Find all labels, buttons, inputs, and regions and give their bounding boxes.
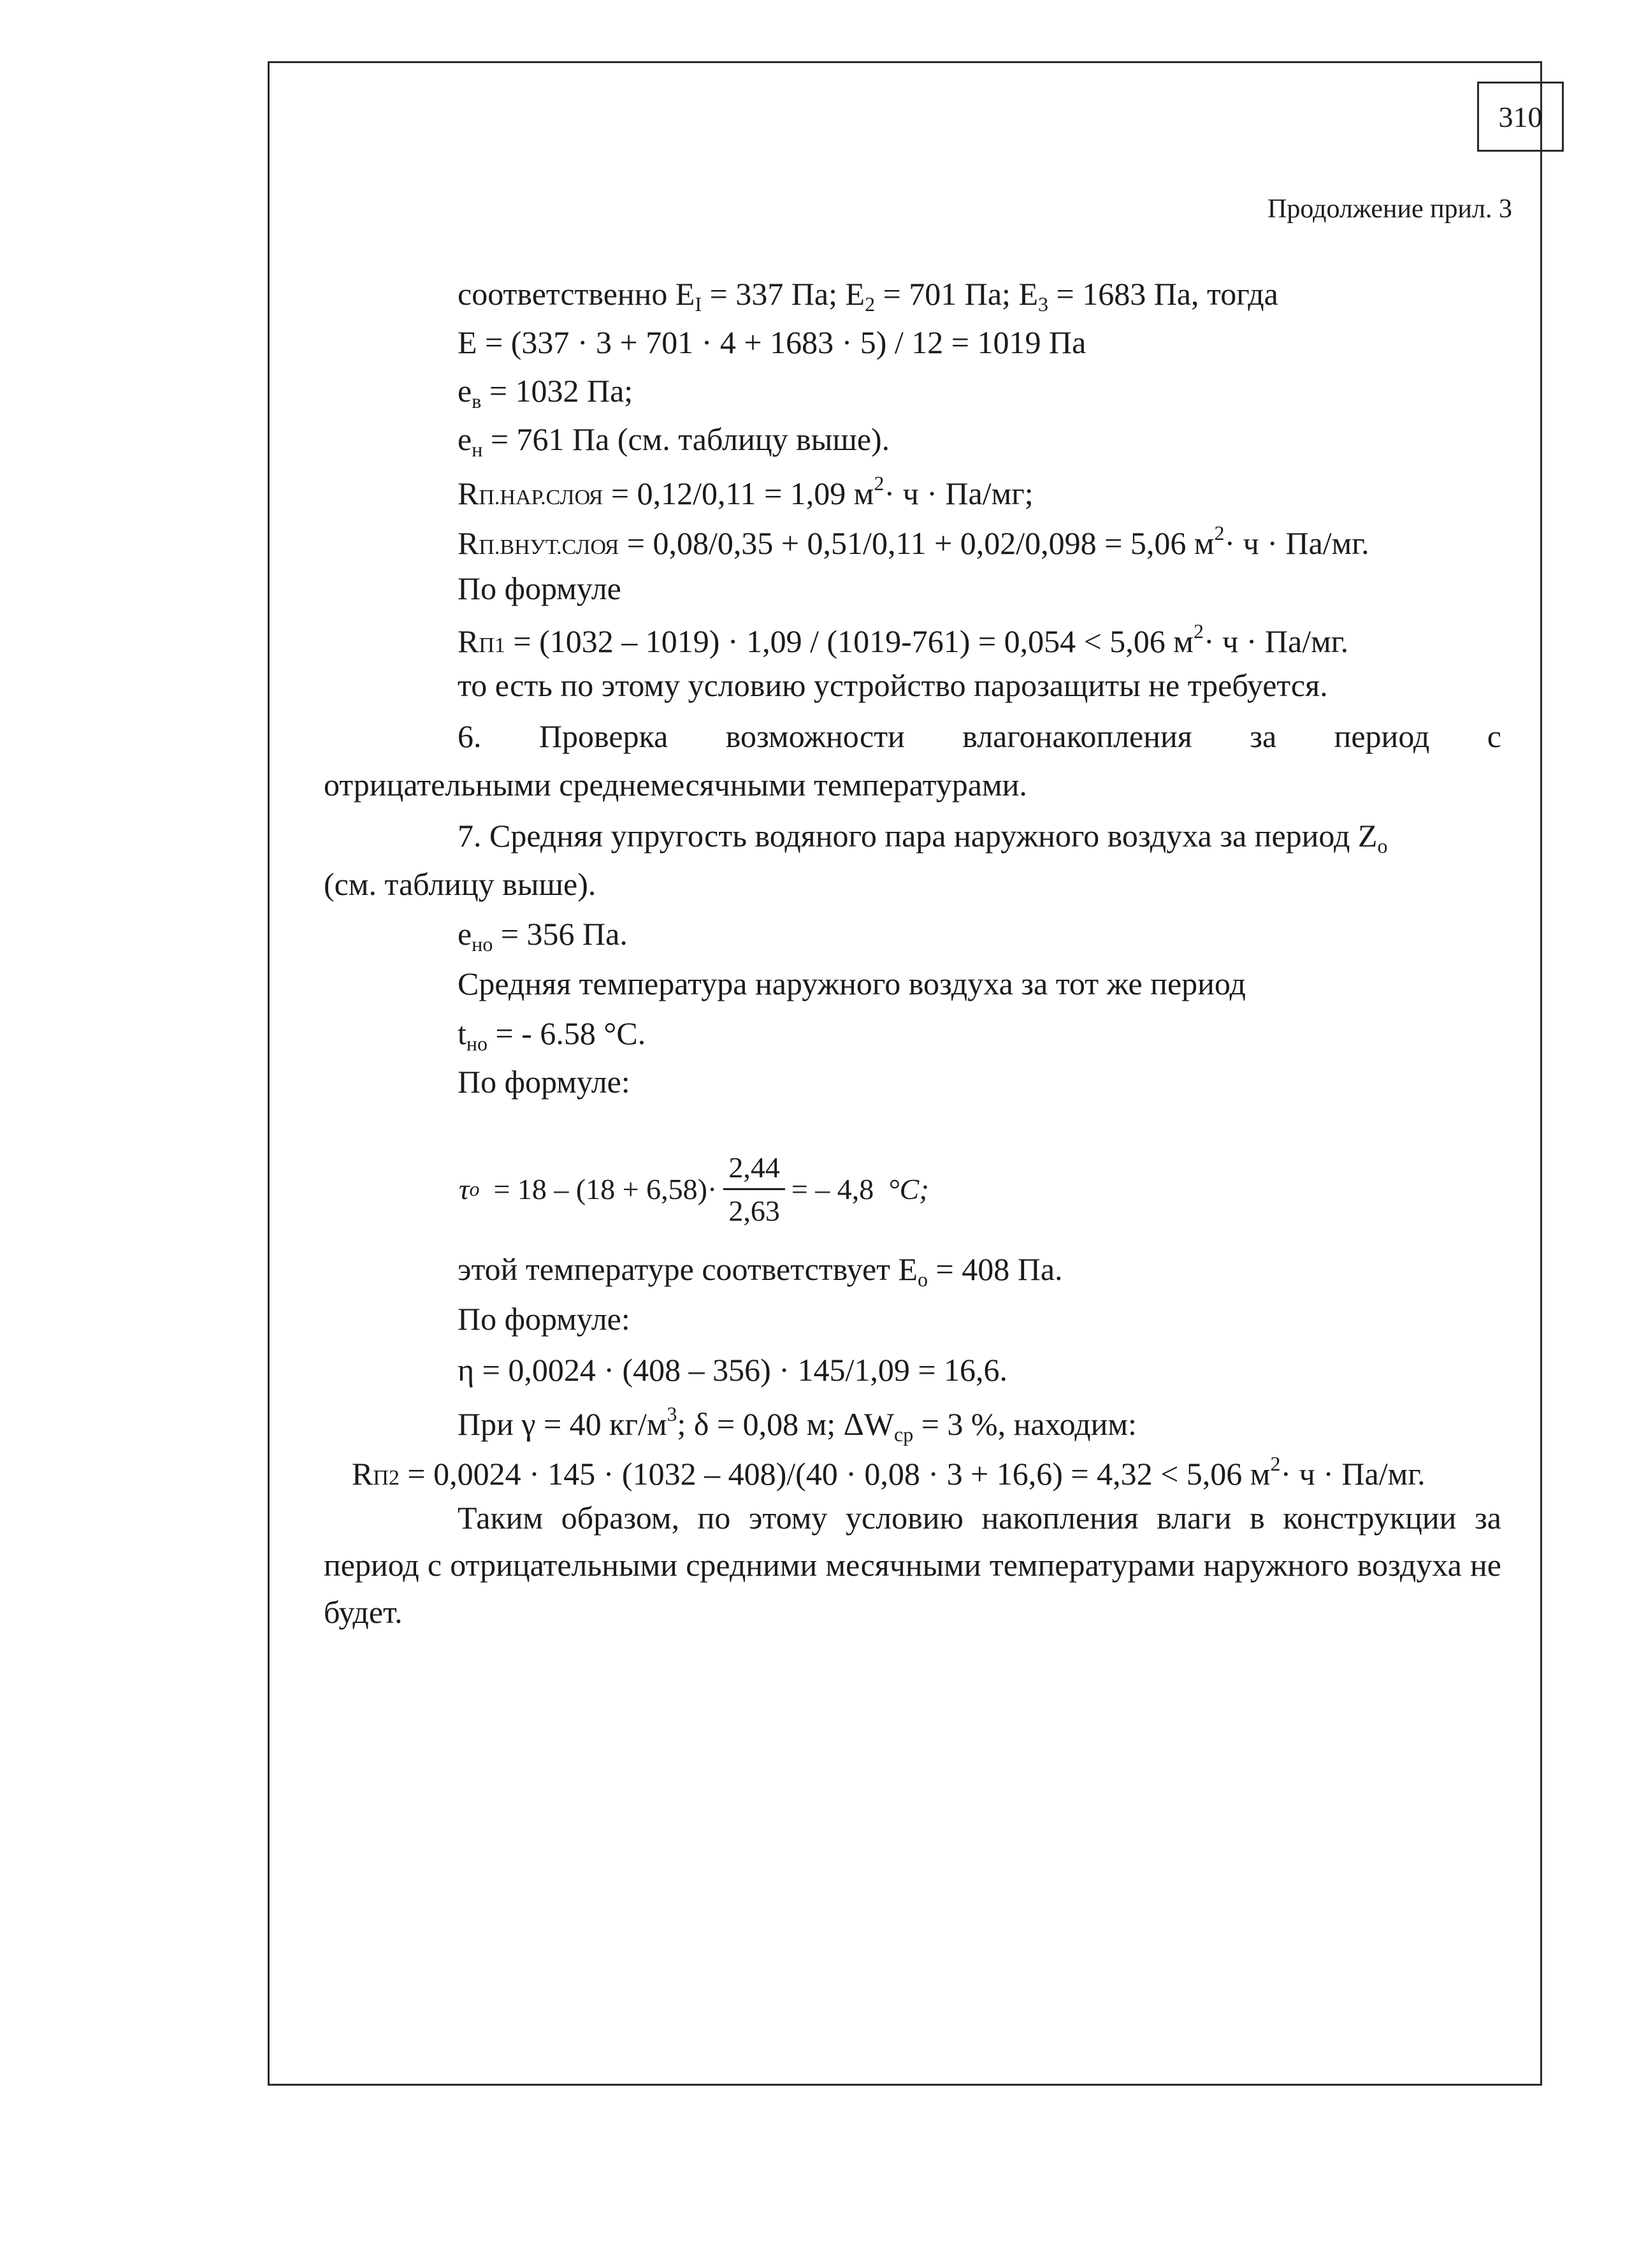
text-line-18: RП2 = 0,0024 · 145 · (1032 – 408)/(40 · 0,08 · 3 + 16,6) = 4,32 < 5,06 $м^2\cdot ч \cdot Па/мг$. [352,1452,1426,1492]
header-note: Продолжение прил. 3 [1267,194,1512,224]
text-line-3: $e_в = 1032$ Па; [458,373,633,412]
text-line-8: RП1 = (1032 – 1019) · 1,09 / (1019-761) = 0,054 < 5,06 $м^2\cdot ч \cdot Па/мг$. [458,620,1349,659]
text-line-4: $e_н = 761$ Па (см. таблицу выше). [458,421,890,461]
text-line-7: По формуле [458,571,621,606]
paragraph-6-line-1: 6. Проверка возможности влагонакопления за период с [458,718,1501,754]
tau-formula: τ o = 18 – (18 + 6,58)· $\frac{2,44}{2,63}$ = – 4,8 °C; [459,1151,929,1227]
final-paragraph: Таким образом, по этому условию накопления влаги в конструкции за период с отрицательными средними месячными температурами наружного воздуха не будет. [324,1500,1501,1630]
text-line-12: $t_{но}$ = - 6.58 °С. [458,1015,646,1055]
text-line-2: E = (337 · 3 + 701 · 4 + 1683 · 5) / 12 = 1019 Па [458,324,1087,360]
paragraph-7-line-1: 7. Средняя упругость водяного пара наружного воздуха за период $Z_o$ [458,818,1388,857]
text-line-15: По формуле: [458,1301,630,1337]
text-line-1: соответственно $E_I = 337$ Па; $E_2 = 701$ Па; $E_3 = 1683$ Па, тогда [458,276,1278,316]
text-line-16: η = 0,0024 · (408 – 356) · 145/1,09 = 16,6. [458,1352,1008,1388]
text-line-13: По формуле: [458,1064,630,1100]
paragraph-6-line-2: отрицательными среднемесячными температурами. [324,767,1027,803]
formula-fraction: $\frac{2,44}{2,63}$ [723,1151,785,1228]
text-line-17: При γ = 40 $кг/м^3$; δ = 0,08 м; $\Delta W_{ср} = 3$ %, находим: [458,1402,1137,1446]
text-line-6: RП.ВНУТ.СЛОЯ = 0,08/0,35 + 0,51/0,11 + 0,02/0,098 = 5,06 $м^2\cdot ч \cdot Па/мг$. [458,521,1369,561]
text-line-9: то есть по этому условию устройство парозащиты не требуется. [458,667,1328,703]
text-line-11: Средняя температура наружного воздуха за тот же период [458,966,1246,1001]
text-line-14: этой температуре соответствует $E_o = 408$ Па. [458,1251,1063,1291]
text-line-10: $e_{но} = 356$ Па. [458,916,628,956]
paragraph-7-line-2: (см. таблицу выше). [324,866,596,902]
text-line-5: RП.НАР.СЛОЯ = 0,12/0,11 = 1,09 $м^2\cdot ч \cdot Па/мг$; [458,472,1034,511]
page-number: 310 [1477,82,1564,152]
